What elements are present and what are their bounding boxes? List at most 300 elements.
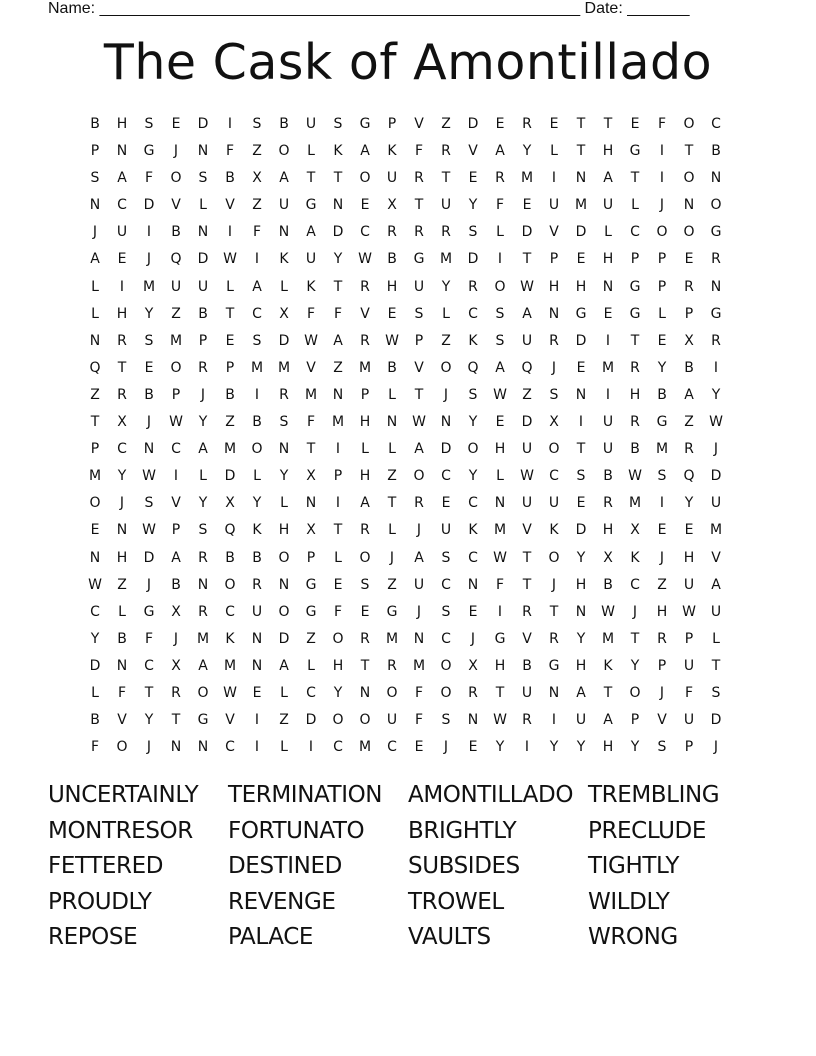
grid-letter: M xyxy=(493,522,508,539)
grid-letter: U xyxy=(710,603,723,620)
grid-letter: E xyxy=(684,251,695,268)
grid-letter: H xyxy=(602,251,615,268)
grid-letter: W xyxy=(628,468,643,485)
grid-letter: Z xyxy=(171,305,182,322)
grid-letter: D xyxy=(467,116,480,132)
grid-letter: W xyxy=(223,684,238,701)
grid-letter: O xyxy=(629,684,642,701)
grid-letter: M xyxy=(358,359,373,376)
grid-letter: M xyxy=(520,170,535,187)
grid-letter: B xyxy=(90,712,101,729)
grid-letter: V xyxy=(522,630,533,647)
grid-letter: H xyxy=(683,549,696,566)
grid-letter: P xyxy=(684,305,695,322)
grid-letter: N xyxy=(548,684,561,701)
grid-letter: C xyxy=(117,197,128,214)
grid-letter: S xyxy=(495,332,506,349)
grid-letter: J xyxy=(146,739,153,756)
grid-letter: C xyxy=(252,305,263,322)
grid-letter: V xyxy=(360,305,371,322)
grid-letter: J xyxy=(551,359,558,376)
grid-letter: S xyxy=(90,170,101,187)
grid-letter: F xyxy=(495,576,506,593)
grid-letter: M xyxy=(439,251,454,268)
grid-letter: T xyxy=(441,170,452,187)
grid-letter: L xyxy=(496,224,505,241)
grid-letter: T xyxy=(306,170,317,187)
grid-letter: O xyxy=(116,739,129,756)
grid-letter: T xyxy=(306,441,317,458)
grid-letter: T xyxy=(117,359,128,376)
grid-letter: R xyxy=(549,630,560,647)
grid-letter: A xyxy=(495,143,506,160)
grid-letter: J xyxy=(443,739,450,756)
grid-letter: N xyxy=(548,305,561,322)
grid-letter: D xyxy=(224,468,237,485)
grid-letter: R xyxy=(198,549,209,566)
grid-letter: I xyxy=(227,116,234,132)
grid-letter: R xyxy=(360,630,371,647)
grid-letter: R xyxy=(198,603,209,620)
grid-letter: C xyxy=(468,305,479,322)
grid-letter: J xyxy=(146,251,153,268)
grid-letter: E xyxy=(549,116,560,132)
grid-letter: L xyxy=(91,305,100,322)
grid-letter: D xyxy=(278,332,291,349)
grid-letter: R xyxy=(603,495,614,512)
grid-letter: M xyxy=(223,657,238,674)
grid-letter: D xyxy=(197,116,210,132)
grid-letter: Y xyxy=(576,739,587,756)
grid-letter: X xyxy=(603,549,614,566)
grid-letter: J xyxy=(416,603,423,620)
grid-letter: U xyxy=(683,576,696,593)
grid-letter: F xyxy=(414,684,425,701)
grid-letter: E xyxy=(441,495,452,512)
grid-letter: U xyxy=(602,197,615,214)
grid-letter: I xyxy=(551,170,558,187)
grid-letter: O xyxy=(170,359,183,376)
grid-letter: B xyxy=(603,468,614,485)
grid-letter: G xyxy=(710,305,723,322)
grid-letter: L xyxy=(280,278,289,295)
grid-letter: N xyxy=(143,441,156,458)
word-list-item: SUBSIDES xyxy=(408,853,520,880)
grid-letter: L xyxy=(334,549,343,566)
grid-letter: E xyxy=(360,197,371,214)
grid-letter: P xyxy=(657,657,668,674)
grid-letter: B xyxy=(387,251,398,268)
grid-letter: Y xyxy=(576,549,587,566)
grid-letter: A xyxy=(603,170,614,187)
word-list-item: REVENGE xyxy=(228,888,336,915)
grid-letter: K xyxy=(603,657,614,674)
grid-letter: I xyxy=(254,712,261,729)
grid-letter: E xyxy=(468,603,479,620)
grid-letter: X xyxy=(279,305,290,322)
grid-letter: Z xyxy=(225,414,236,431)
grid-letter: K xyxy=(333,143,344,160)
grid-letter: R xyxy=(441,224,452,241)
grid-letter: L xyxy=(361,441,370,458)
grid-letter: E xyxy=(90,522,101,539)
grid-letter: N xyxy=(251,657,264,674)
grid-letter: U xyxy=(116,224,129,241)
grid-letter: E xyxy=(333,576,344,593)
grid-letter: F xyxy=(144,630,155,647)
grid-letter: G xyxy=(413,251,426,268)
grid-letter: Z xyxy=(441,116,452,132)
grid-letter: O xyxy=(170,170,183,187)
grid-letter: H xyxy=(359,468,372,485)
grid-letter: B xyxy=(252,414,263,431)
grid-letter: C xyxy=(225,603,236,620)
grid-letter: W xyxy=(412,414,427,431)
grid-letter: W xyxy=(682,603,697,620)
grid-letter: I xyxy=(605,332,612,349)
grid-letter: S xyxy=(495,305,506,322)
grid-letter: C xyxy=(117,441,128,458)
grid-letter: L xyxy=(550,143,559,160)
grid-letter: S xyxy=(144,116,155,132)
grid-letter: P xyxy=(90,441,101,458)
grid-letter: S xyxy=(711,684,722,701)
grid-letter: T xyxy=(414,197,425,214)
grid-letter: C xyxy=(144,657,155,674)
grid-letter: G xyxy=(494,630,507,647)
grid-letter: H xyxy=(116,116,129,132)
grid-letter: N xyxy=(575,386,588,403)
word-list-item: UNCERTAINLY xyxy=(48,782,199,808)
grid-letter: N xyxy=(440,414,453,431)
grid-letter: I xyxy=(497,603,504,620)
grid-letter: Y xyxy=(522,143,533,160)
grid-letter: Y xyxy=(441,278,452,295)
grid-letter: S xyxy=(468,386,479,403)
grid-letter: J xyxy=(200,386,207,403)
grid-letter: E xyxy=(117,251,128,268)
grid-letter: F xyxy=(684,684,695,701)
grid-letter: U xyxy=(683,712,696,729)
word-list-item: PROUDLY xyxy=(48,888,152,915)
grid-letter: O xyxy=(467,441,480,458)
grid-letter: G xyxy=(386,603,399,620)
grid-letter: U xyxy=(710,495,723,512)
grid-letter: H xyxy=(575,657,588,674)
grid-letter: D xyxy=(575,224,588,241)
grid-letter: I xyxy=(254,251,261,268)
grid-letter: U xyxy=(683,657,696,674)
grid-letter: K xyxy=(279,251,290,268)
grid-letter: Q xyxy=(89,359,102,376)
grid-letter: Y xyxy=(198,495,209,512)
grid-letter: L xyxy=(442,305,451,322)
page-title: The Cask of Amontillado xyxy=(103,34,713,91)
grid-letter: O xyxy=(440,359,453,376)
grid-letter: D xyxy=(143,549,156,566)
grid-letter: N xyxy=(305,495,318,512)
grid-letter: Q xyxy=(467,359,480,376)
grid-letter: V xyxy=(468,143,479,160)
grid-letter: L xyxy=(604,224,613,241)
grid-letter: W xyxy=(223,251,238,268)
grid-letter: P xyxy=(198,332,209,349)
grid-letter: K xyxy=(630,549,641,566)
grid-letter: D xyxy=(710,712,723,729)
grid-letter: E xyxy=(414,739,425,756)
grid-letter: S xyxy=(441,712,452,729)
grid-letter: R xyxy=(117,386,128,403)
grid-letter: H xyxy=(494,441,507,458)
grid-letter: R xyxy=(522,712,533,729)
grid-letter: Y xyxy=(549,739,560,756)
grid-letter: V xyxy=(306,359,317,376)
grid-letter: D xyxy=(575,522,588,539)
grid-letter: M xyxy=(277,359,292,376)
grid-letter: A xyxy=(684,386,695,403)
grid-letter: A xyxy=(603,712,614,729)
grid-letter: I xyxy=(119,278,126,295)
grid-letter: M xyxy=(169,332,184,349)
grid-letter: H xyxy=(494,657,507,674)
grid-letter: C xyxy=(333,739,344,756)
grid-letter: L xyxy=(91,278,100,295)
grid-letter: G xyxy=(305,197,318,214)
grid-letter: Y xyxy=(198,414,209,431)
grid-letter: K xyxy=(549,522,560,539)
grid-letter: Q xyxy=(224,522,237,539)
grid-letter: C xyxy=(306,684,317,701)
grid-letter: D xyxy=(278,630,291,647)
grid-letter: G xyxy=(359,116,372,132)
word-list-item: TREMBLING xyxy=(588,782,720,808)
grid-letter: A xyxy=(171,549,182,566)
grid-letter: L xyxy=(658,305,667,322)
grid-letter: R xyxy=(387,657,398,674)
grid-letter: G xyxy=(143,603,156,620)
grid-letter: Z xyxy=(252,197,263,214)
grid-letter: U xyxy=(413,576,426,593)
grid-letter: N xyxy=(575,170,588,187)
grid-letter: F xyxy=(90,739,101,756)
grid-letter: N xyxy=(413,630,426,647)
grid-letter: H xyxy=(359,414,372,431)
word-list-item: PRECLUDE xyxy=(588,817,706,844)
grid-letter: Y xyxy=(252,495,263,512)
grid-letter: U xyxy=(170,278,183,295)
grid-letter: S xyxy=(360,576,371,593)
grid-letter: R xyxy=(414,170,425,187)
grid-letter: Y xyxy=(711,386,722,403)
grid-letter: P xyxy=(630,712,641,729)
grid-letter: W xyxy=(88,576,103,593)
grid-letter: R xyxy=(117,332,128,349)
grid-letter: F xyxy=(414,712,425,729)
grid-letter: W xyxy=(142,522,157,539)
grid-letter: V xyxy=(657,712,668,729)
grid-letter: Y xyxy=(468,197,479,214)
grid-letter: J xyxy=(659,684,666,701)
grid-letter: B xyxy=(144,386,155,403)
grid-letter: T xyxy=(576,441,587,458)
grid-letter: B xyxy=(603,576,614,593)
grid-letter: H xyxy=(278,522,291,539)
grid-letter: F xyxy=(225,143,236,160)
grid-letter: V xyxy=(522,522,533,539)
grid-letter: C xyxy=(360,224,371,241)
grid-letter: H xyxy=(602,522,615,539)
grid-letter: A xyxy=(414,441,425,458)
grid-letter: D xyxy=(575,332,588,349)
grid-letter: O xyxy=(278,143,291,160)
grid-letter: Y xyxy=(333,251,344,268)
grid-letter: J xyxy=(659,197,666,214)
grid-letter: H xyxy=(602,739,615,756)
grid-letter: Y xyxy=(144,712,155,729)
grid-letter: L xyxy=(118,603,127,620)
grid-letter: T xyxy=(603,116,614,132)
grid-letter: R xyxy=(441,143,452,160)
grid-letter: E xyxy=(171,116,182,132)
grid-letter: R xyxy=(711,251,722,268)
grid-letter: W xyxy=(385,332,400,349)
grid-letter: B xyxy=(171,224,182,241)
grid-letter: R xyxy=(414,224,425,241)
grid-letter: N xyxy=(386,414,399,431)
grid-letter: M xyxy=(142,278,157,295)
grid-letter: J xyxy=(119,495,126,512)
grid-letter: L xyxy=(199,468,208,485)
grid-letter: R xyxy=(630,359,641,376)
grid-letter: O xyxy=(494,278,507,295)
grid-letter: S xyxy=(144,332,155,349)
grid-letter: B xyxy=(90,116,101,132)
grid-letter: N xyxy=(494,495,507,512)
grid-letter: T xyxy=(495,684,506,701)
grid-letter: R xyxy=(630,414,641,431)
grid-letter: G xyxy=(197,712,210,729)
grid-letter: Q xyxy=(521,359,534,376)
grid-letter: T xyxy=(144,684,155,701)
grid-letter: W xyxy=(493,712,508,729)
grid-letter: J xyxy=(173,630,180,647)
grid-letter: J xyxy=(659,549,666,566)
grid-letter: L xyxy=(712,630,721,647)
grid-letter: J xyxy=(92,224,99,241)
grid-letter: U xyxy=(386,712,399,729)
grid-letter: O xyxy=(440,684,453,701)
grid-letter: G xyxy=(629,305,642,322)
grid-letter: C xyxy=(225,739,236,756)
grid-letter: Z xyxy=(657,576,668,593)
grid-letter: D xyxy=(143,197,156,214)
grid-letter: F xyxy=(657,116,668,132)
grid-letter: I xyxy=(605,386,612,403)
grid-letter: R xyxy=(468,684,479,701)
grid-letter: V xyxy=(414,359,425,376)
grid-letter: T xyxy=(90,414,101,431)
grid-letter: P xyxy=(90,143,101,160)
grid-letter: B xyxy=(171,576,182,593)
grid-letter: H xyxy=(656,603,669,620)
grid-letter: U xyxy=(602,414,615,431)
grid-letter: N xyxy=(197,224,210,241)
grid-letter: C xyxy=(468,549,479,566)
grid-letter: R xyxy=(387,224,398,241)
grid-letter: S xyxy=(441,603,452,620)
grid-letter: E xyxy=(225,332,236,349)
grid-letter: N xyxy=(683,197,696,214)
grid-letter: X xyxy=(306,522,317,539)
word-list-item: FORTUNATO xyxy=(228,817,365,844)
grid-letter: B xyxy=(630,441,641,458)
word-list-item: AMONTILLADO xyxy=(408,782,574,808)
grid-letter: S xyxy=(441,549,452,566)
grid-letter: L xyxy=(496,468,505,485)
grid-letter: J xyxy=(173,143,180,160)
word-list-item: WILDLY xyxy=(588,888,670,915)
grid-letter: M xyxy=(574,197,589,214)
grid-letter: Y xyxy=(144,305,155,322)
grid-letter: I xyxy=(524,739,531,756)
word-list-item: BRIGHTLY xyxy=(408,817,517,844)
grid-letter: B xyxy=(522,657,533,674)
grid-letter: V xyxy=(171,197,182,214)
grid-letter: E xyxy=(657,332,668,349)
grid-letter: I xyxy=(254,739,261,756)
grid-letter: L xyxy=(388,386,397,403)
grid-letter: N xyxy=(170,739,183,756)
grid-letter: A xyxy=(360,143,371,160)
grid-letter: N xyxy=(710,170,723,187)
grid-letter: O xyxy=(278,603,291,620)
grid-letter: N xyxy=(116,143,129,160)
grid-letter: Y xyxy=(576,630,587,647)
word-list-item: WRONG xyxy=(588,924,678,951)
grid-letter: O xyxy=(278,549,291,566)
grid-letter: K xyxy=(306,278,317,295)
grid-letter: F xyxy=(414,143,425,160)
grid-letter: F xyxy=(117,684,128,701)
grid-letter: W xyxy=(520,278,535,295)
grid-letter: E xyxy=(252,684,263,701)
grid-letter: B xyxy=(225,549,236,566)
grid-letter: K xyxy=(225,630,236,647)
grid-letter: S xyxy=(468,224,479,241)
grid-letter: M xyxy=(358,739,373,756)
grid-letter: T xyxy=(684,143,695,160)
grid-letter: T xyxy=(522,576,533,593)
grid-letter: E xyxy=(144,359,155,376)
grid-letter: Y xyxy=(630,739,641,756)
grid-letter: D xyxy=(305,712,318,729)
grid-letter: E xyxy=(657,522,668,539)
grid-letter: C xyxy=(171,441,182,458)
word-list-item: MONTRESOR xyxy=(48,817,193,844)
grid-letter: Z xyxy=(387,576,398,593)
grid-letter: F xyxy=(306,414,317,431)
grid-letter: T xyxy=(549,603,560,620)
grid-letter: T xyxy=(333,522,344,539)
grid-letter: I xyxy=(578,414,585,431)
grid-letter: L xyxy=(388,441,397,458)
grid-letter: I xyxy=(497,251,504,268)
grid-letter: N xyxy=(197,576,210,593)
grid-letter: N xyxy=(359,684,372,701)
grid-letter: I xyxy=(335,495,342,512)
grid-letter: S xyxy=(198,170,209,187)
grid-letter: Q xyxy=(170,251,183,268)
